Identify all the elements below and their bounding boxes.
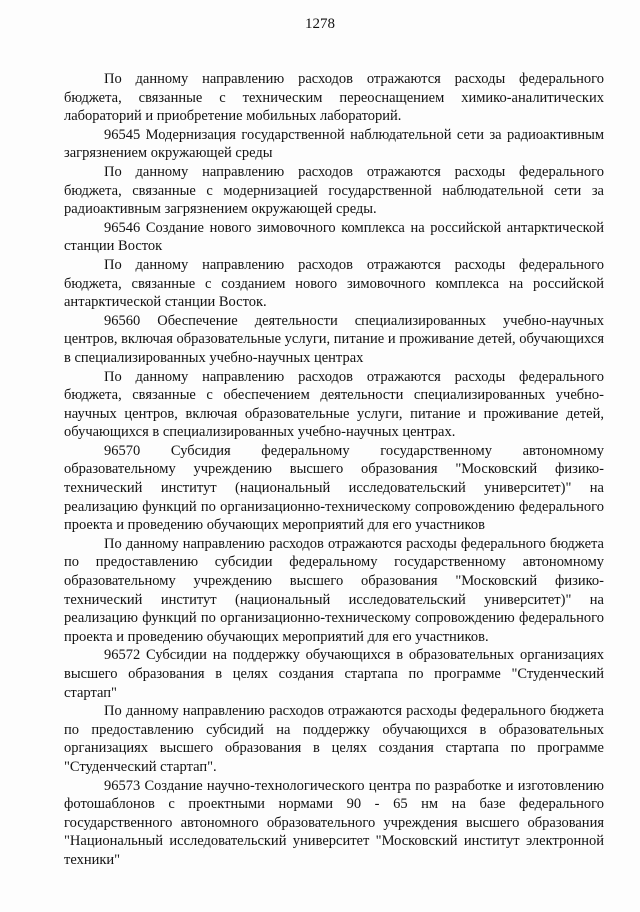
section-heading-96573: 96573 Создание научно-технологического центра по разработке и изготовлению фотошаблонов с проектными нормами 90 - 65 нм на базе федерального государственного автономного образовательного учреждения высшего образования "Национальный исследовательский университет "Московский институт электронной техники" [64, 777, 604, 868]
section-heading-96570: 96570 Субсидия федеральному государственному автономному образовательному учреждению высшего образования "Московский физико-технический институт (национальный исследовательский университет)" на реализацию функций по организационно-техническому сопровождению федерального проекта и проведению обучающих мероприятий для его участников [64, 442, 604, 534]
paragraph-text: По данному направлению расходов отражаются расходы федерального бюджета, связанные с обеспечением деятельности специализированных учебно-научных центров, включая образовательные услуги, питание и проживание детей, обучающихся в специализированных учебно-научных центрах. [64, 368, 604, 441]
paragraph-text: По данному направлению расходов отражаются расходы федерального бюджета, связанные с созданием нового зимовочного комплекса на российской антарктической станции Восток. [64, 256, 604, 311]
document-body [64, 70, 604, 870]
section-heading-96545: 96545 Модернизация государственной наблюдательной сети за радиоактивным загрязнением окружающей среды [64, 126, 604, 162]
section-heading-96572: 96572 Субсидии на поддержку обучающихся в образовательных организациях высшего образования в целях создания стартапа по программе "Студенческий стартап" [64, 647, 604, 701]
paragraph-text: По данному направлению расходов отражаются расходы федерального бюджета, связанные с модернизацией государственной наблюдательной сети за радиоактивным загрязнением окружающей среды. [64, 163, 604, 218]
section-heading-96546: 96546 Создание нового зимовочного комплекса на российской антарктической станции Восток [64, 219, 604, 255]
paragraph-text: По данному направлению расходов отражаются расходы федерального бюджета, связанные с техническим переоснащением химико-аналитических лабораторий и приобретение мобильных лабораторий. [64, 71, 604, 125]
page-number: 1278 [305, 16, 335, 32]
paragraph-text: По данному направлению расходов отражаются расходы федерального бюджета по предоставлению субсидии федеральному государственному автономному образовательному учреждению высшего образования "Московский физико-технический институт (национальный исследовательский университет)" на реализацию функций по организационно-техническому сопровождению федерального проекта и проведению обучающих мероприятий для его участников. [64, 535, 604, 645]
section-heading-96560: 96560 Обеспечение деятельности специализированных учебно-научных центров, включая образовательные услуги, питание и проживание детей, обучающихся в специализированных учебно-научных центрах [64, 312, 604, 366]
paragraph-text: По данному направлению расходов отражаются расходы федерального бюджета по предоставлению субсидий на поддержку обучающихся в образовательных организациях высшего образования в целях создания стартапа по программе "Студенческий стартап". [64, 703, 604, 775]
